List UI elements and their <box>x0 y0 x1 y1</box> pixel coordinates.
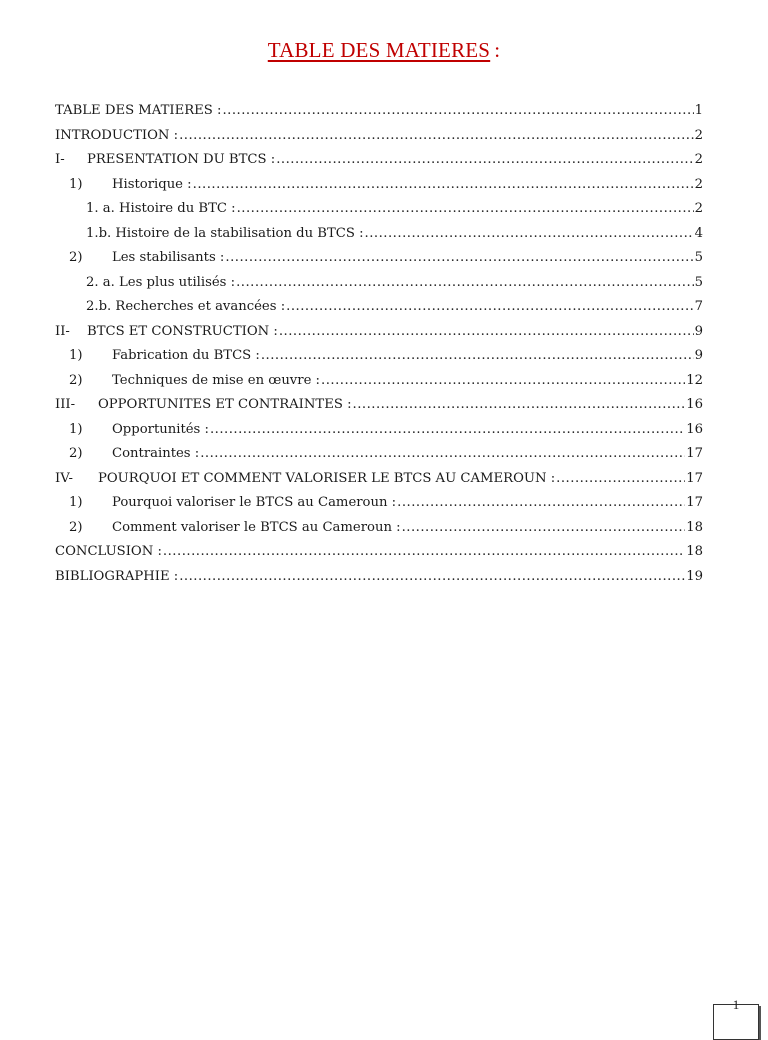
toc-entry-label: Techniques de mise en œuvre : <box>112 372 321 388</box>
toc-entry[interactable] <box>55 373 703 398</box>
toc-entry[interactable] <box>55 520 703 545</box>
toc-leader-dots <box>163 544 685 559</box>
toc-entry[interactable] <box>55 446 703 471</box>
toc-entry[interactable] <box>55 250 703 275</box>
toc-entry-label: 1.b. Histoire de la stabilisation du BTCS : <box>86 225 364 241</box>
toc-entry-label: Comment valoriser le BTCS au Cameroun : <box>112 519 401 535</box>
toc-entry-number: 2) <box>69 372 83 388</box>
toc-entry[interactable] <box>55 152 703 177</box>
toc-entry-number: I- <box>55 152 65 167</box>
toc-entry[interactable] <box>55 275 703 300</box>
toc-entry-page: 2 <box>694 127 703 143</box>
toc-leader-dots <box>353 397 686 412</box>
toc-entry-page: 5 <box>694 274 703 290</box>
toc-entry-label: INTRODUCTION : <box>55 127 179 143</box>
toc-leader-dots <box>397 495 685 510</box>
toc-entry-label: Opportunités : <box>112 421 209 437</box>
toc-entry[interactable] <box>55 226 703 251</box>
toc-entry-label: Fabrication du BTCS : <box>112 348 260 363</box>
toc-leader-dots <box>222 103 693 118</box>
toc-entry-page: 17 <box>686 470 703 486</box>
toc-entry-page: 9 <box>694 323 703 339</box>
toc-entry-page: 9 <box>694 348 703 363</box>
toc-entry-label: 2.b. Recherches et avancées : <box>86 299 286 314</box>
toc-entry-page: 17 <box>686 495 703 510</box>
toc-leader-dots <box>402 520 686 535</box>
toc-entry-number: 1) <box>69 348 83 363</box>
toc-entry-label: Historique : <box>112 176 192 192</box>
toc-entry[interactable] <box>55 422 703 447</box>
toc-leader-dots <box>225 250 693 265</box>
page-title-text: TABLE DES MATIERES <box>267 38 491 62</box>
toc-leader-dots <box>276 152 693 167</box>
toc-entry-label: TABLE DES MATIERES : <box>55 103 222 118</box>
toc-entry-number: 2) <box>69 519 83 535</box>
toc-entry-page: 1 <box>694 103 703 118</box>
toc-entry[interactable] <box>55 569 703 594</box>
toc-entry[interactable] <box>55 397 703 422</box>
toc-entry-page: 19 <box>686 568 703 584</box>
toc-leader-dots <box>261 348 694 363</box>
toc-entry-page: 12 <box>686 372 703 388</box>
toc-entry-number: 2) <box>69 446 83 461</box>
toc-entry-label: PRESENTATION DU BTCS : <box>87 152 276 167</box>
toc-leader-dots <box>321 373 685 388</box>
toc-entry[interactable] <box>55 128 703 153</box>
toc-entry-label: 2. a. Les plus utilisés : <box>86 274 236 290</box>
toc-entry-number: 1) <box>69 495 83 510</box>
page-number-box: 1 <box>713 1004 759 1040</box>
page-title <box>0 38 768 63</box>
toc-entry-page: 16 <box>686 397 703 412</box>
toc-leader-dots <box>237 201 694 216</box>
toc-entry-number: III- <box>55 397 76 412</box>
table-of-contents <box>55 103 703 593</box>
toc-entry-number: 2) <box>69 250 83 265</box>
toc-entry[interactable] <box>55 103 703 128</box>
toc-leader-dots <box>556 471 685 486</box>
page-title-colon: : <box>494 38 501 62</box>
toc-entry-page: 2 <box>694 176 703 192</box>
toc-entry-label: Contraintes : <box>112 446 200 461</box>
toc-entry[interactable] <box>55 544 703 569</box>
toc-entry-page: 2 <box>694 201 703 216</box>
toc-entry[interactable] <box>55 471 703 496</box>
toc-entry-label: OPPORTUNITES ET CONTRAINTES : <box>98 397 352 412</box>
toc-entry-page: 18 <box>686 544 703 559</box>
toc-entry-label: Les stabilisants : <box>112 250 225 265</box>
toc-entry-page: 18 <box>686 519 703 535</box>
toc-leader-dots <box>279 324 694 339</box>
toc-entry-label: BIBLIOGRAPHIE : <box>55 568 179 584</box>
toc-entry-page: 5 <box>694 250 703 265</box>
toc-entry-page: 4 <box>694 225 703 241</box>
toc-leader-dots <box>236 275 694 290</box>
toc-entry-page: 2 <box>694 152 703 167</box>
toc-entry[interactable] <box>55 495 703 520</box>
toc-leader-dots <box>179 569 685 584</box>
toc-entry-number: 1) <box>69 421 83 437</box>
toc-leader-dots <box>210 422 685 437</box>
toc-entry-number: IV- <box>55 470 73 486</box>
toc-entry-label: CONCLUSION : <box>55 544 162 559</box>
toc-leader-dots <box>286 299 693 314</box>
toc-entry-page: 16 <box>686 421 703 437</box>
toc-entry-label: Pourquoi valoriser le BTCS au Cameroun : <box>112 495 397 510</box>
toc-entry-label: BTCS ET CONSTRUCTION : <box>87 323 278 339</box>
toc-entry-page: 17 <box>686 446 703 461</box>
toc-entry-page: 7 <box>694 299 703 314</box>
toc-leader-dots <box>365 226 694 241</box>
toc-entry[interactable] <box>55 177 703 202</box>
toc-entry[interactable] <box>55 324 703 349</box>
toc-entry[interactable] <box>55 201 703 226</box>
toc-leader-dots <box>193 177 694 192</box>
toc-leader-dots <box>200 446 685 461</box>
toc-entry-label: POURQUOI ET COMMENT VALORISER LE BTCS AU CAMEROUN : <box>98 470 556 486</box>
toc-entry[interactable] <box>55 348 703 373</box>
toc-entry-label: 1. a. Histoire du BTC : <box>86 201 236 216</box>
toc-entry-number: 1) <box>69 176 83 192</box>
toc-entry[interactable] <box>55 299 703 324</box>
toc-entry-number: II- <box>55 323 70 339</box>
toc-leader-dots <box>179 128 694 143</box>
